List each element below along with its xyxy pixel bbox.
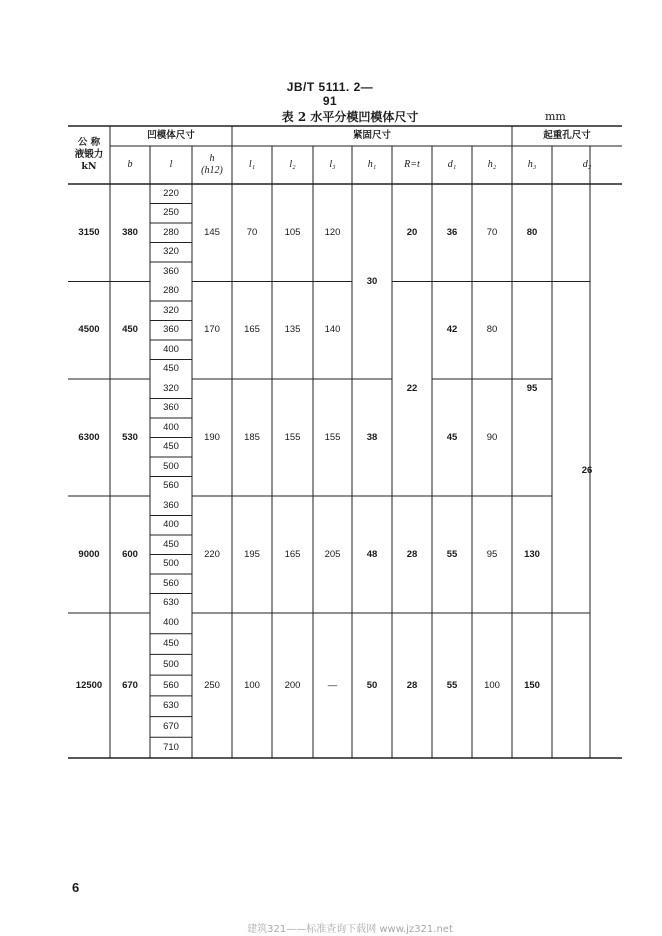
d1-value: 55 bbox=[446, 548, 458, 560]
l-value: 450 bbox=[163, 441, 179, 453]
r-t-value: 28 bbox=[406, 679, 418, 691]
header-b: b bbox=[127, 158, 133, 170]
b-value: 450 bbox=[122, 324, 138, 336]
l-value: 400 bbox=[163, 519, 179, 531]
header-lifting-hole-dimensions: 起重孔尺寸 bbox=[543, 130, 591, 142]
header-d2: d₂ bbox=[582, 158, 592, 170]
header-l3: l₃ bbox=[329, 158, 336, 170]
l2-value: 155 bbox=[284, 431, 301, 443]
l-value: 500 bbox=[163, 658, 179, 670]
l-value: 560 bbox=[163, 679, 179, 691]
l-value: 670 bbox=[163, 720, 179, 732]
l-value: 500 bbox=[163, 460, 179, 472]
d2-merged-value: 26 bbox=[581, 465, 593, 477]
l-value: 360 bbox=[163, 265, 179, 277]
l2-value: 165 bbox=[284, 548, 301, 560]
l3-value: — bbox=[327, 679, 338, 691]
l-value: 320 bbox=[163, 246, 179, 258]
h2-value: 80 bbox=[486, 324, 498, 336]
l-value: 630 bbox=[163, 700, 179, 712]
header-l2: l₂ bbox=[289, 158, 296, 170]
header-d1: d₁ bbox=[447, 158, 457, 170]
table-caption: 表 2 水平分模凹模体尺寸 bbox=[281, 110, 419, 124]
h3-value: 130 bbox=[524, 548, 540, 560]
header-h3: h₃ bbox=[527, 158, 537, 170]
h2-value: 70 bbox=[486, 226, 498, 238]
b-value: 600 bbox=[122, 548, 138, 560]
l-value: 250 bbox=[163, 207, 179, 219]
header-h2: h₂ bbox=[487, 158, 497, 170]
l3-value: 120 bbox=[324, 226, 341, 238]
l-value: 450 bbox=[163, 638, 179, 650]
unit-label: mm bbox=[545, 110, 566, 123]
l-value: 360 bbox=[163, 324, 179, 336]
h2-value: 95 bbox=[486, 548, 498, 560]
l-value: 500 bbox=[163, 558, 179, 570]
l-value: 450 bbox=[163, 538, 179, 550]
b-value: 670 bbox=[122, 679, 138, 691]
r-t-value: 28 bbox=[406, 548, 418, 560]
l-value: 360 bbox=[163, 499, 179, 511]
d1-value: 45 bbox=[446, 431, 458, 443]
h-value: 250 bbox=[204, 679, 220, 691]
nominal-force-value: 12500 bbox=[75, 679, 103, 691]
h3-merged-value: 95 bbox=[526, 382, 538, 394]
h1-value: 50 bbox=[366, 679, 378, 691]
d1-value: 55 bbox=[446, 679, 458, 691]
l-value: 400 bbox=[163, 421, 179, 433]
l-value: 220 bbox=[163, 187, 179, 199]
l1-value: 195 bbox=[244, 548, 260, 560]
h1-merged-value: 30 bbox=[366, 275, 378, 287]
d1-value: 42 bbox=[446, 324, 458, 336]
header-fastening-dimensions: 紧固尺寸 bbox=[352, 130, 391, 142]
l2-value: 200 bbox=[284, 679, 301, 691]
h-value: 190 bbox=[204, 431, 220, 443]
l-value: 560 bbox=[163, 577, 179, 589]
l2-value: 135 bbox=[284, 324, 301, 336]
l-value: 280 bbox=[163, 285, 179, 297]
header-h: h (h12) bbox=[201, 152, 223, 176]
h2-value: 100 bbox=[484, 679, 500, 691]
l-value: 400 bbox=[163, 343, 179, 355]
d1-value: 36 bbox=[446, 226, 458, 238]
b-value: 380 bbox=[122, 226, 138, 238]
h1-value: 48 bbox=[366, 548, 378, 560]
h-value: 145 bbox=[204, 226, 220, 238]
l2-value: 105 bbox=[284, 226, 301, 238]
h-value: 170 bbox=[204, 324, 220, 336]
nominal-force-value: 4500 bbox=[78, 324, 100, 336]
header-l1: l₁ bbox=[248, 158, 256, 170]
r-t-merged-value: 22 bbox=[406, 382, 418, 394]
nominal-force-value: 9000 bbox=[78, 548, 100, 560]
h3-value: 80 bbox=[526, 226, 538, 238]
h3-value: 150 bbox=[524, 679, 540, 691]
h1-value: 38 bbox=[366, 431, 378, 443]
l3-value: 140 bbox=[324, 324, 341, 336]
header-R_t: R=t bbox=[404, 158, 420, 170]
header-die-dimensions: 凹模体尺寸 bbox=[147, 130, 195, 142]
l-value: 320 bbox=[163, 304, 179, 316]
l-value: 320 bbox=[163, 382, 179, 394]
l-value: 360 bbox=[163, 402, 179, 414]
r-t-value: 20 bbox=[406, 226, 418, 238]
nominal-force-value: 3150 bbox=[78, 226, 100, 238]
header-l: l bbox=[169, 158, 173, 170]
b-value: 530 bbox=[122, 431, 138, 443]
h2-value: 90 bbox=[486, 431, 498, 443]
l-value: 710 bbox=[163, 741, 179, 753]
l-value: 560 bbox=[163, 480, 179, 492]
l-value: 630 bbox=[163, 597, 179, 609]
l1-value: 165 bbox=[244, 324, 260, 336]
l-value: 450 bbox=[163, 363, 179, 375]
header-h1: h₁ bbox=[367, 158, 377, 170]
l1-value: 185 bbox=[244, 431, 260, 443]
watermark-text: 建筑321——标准查询下载网 www.jz321.net bbox=[247, 924, 453, 935]
l3-value: 205 bbox=[324, 548, 341, 560]
nominal-force-value: 6300 bbox=[78, 431, 100, 443]
page-number: 6 bbox=[72, 880, 80, 895]
l-value: 400 bbox=[163, 617, 179, 629]
l3-value: 155 bbox=[324, 431, 341, 443]
l-value: 280 bbox=[163, 226, 179, 238]
l1-value: 100 bbox=[244, 679, 260, 691]
standard-number: JB/T 5111. 2—91 bbox=[286, 80, 374, 108]
header-nominal-force: 公 称 液锻力 kN bbox=[74, 137, 104, 172]
h-value: 220 bbox=[204, 548, 220, 560]
l1-value: 70 bbox=[246, 226, 258, 238]
